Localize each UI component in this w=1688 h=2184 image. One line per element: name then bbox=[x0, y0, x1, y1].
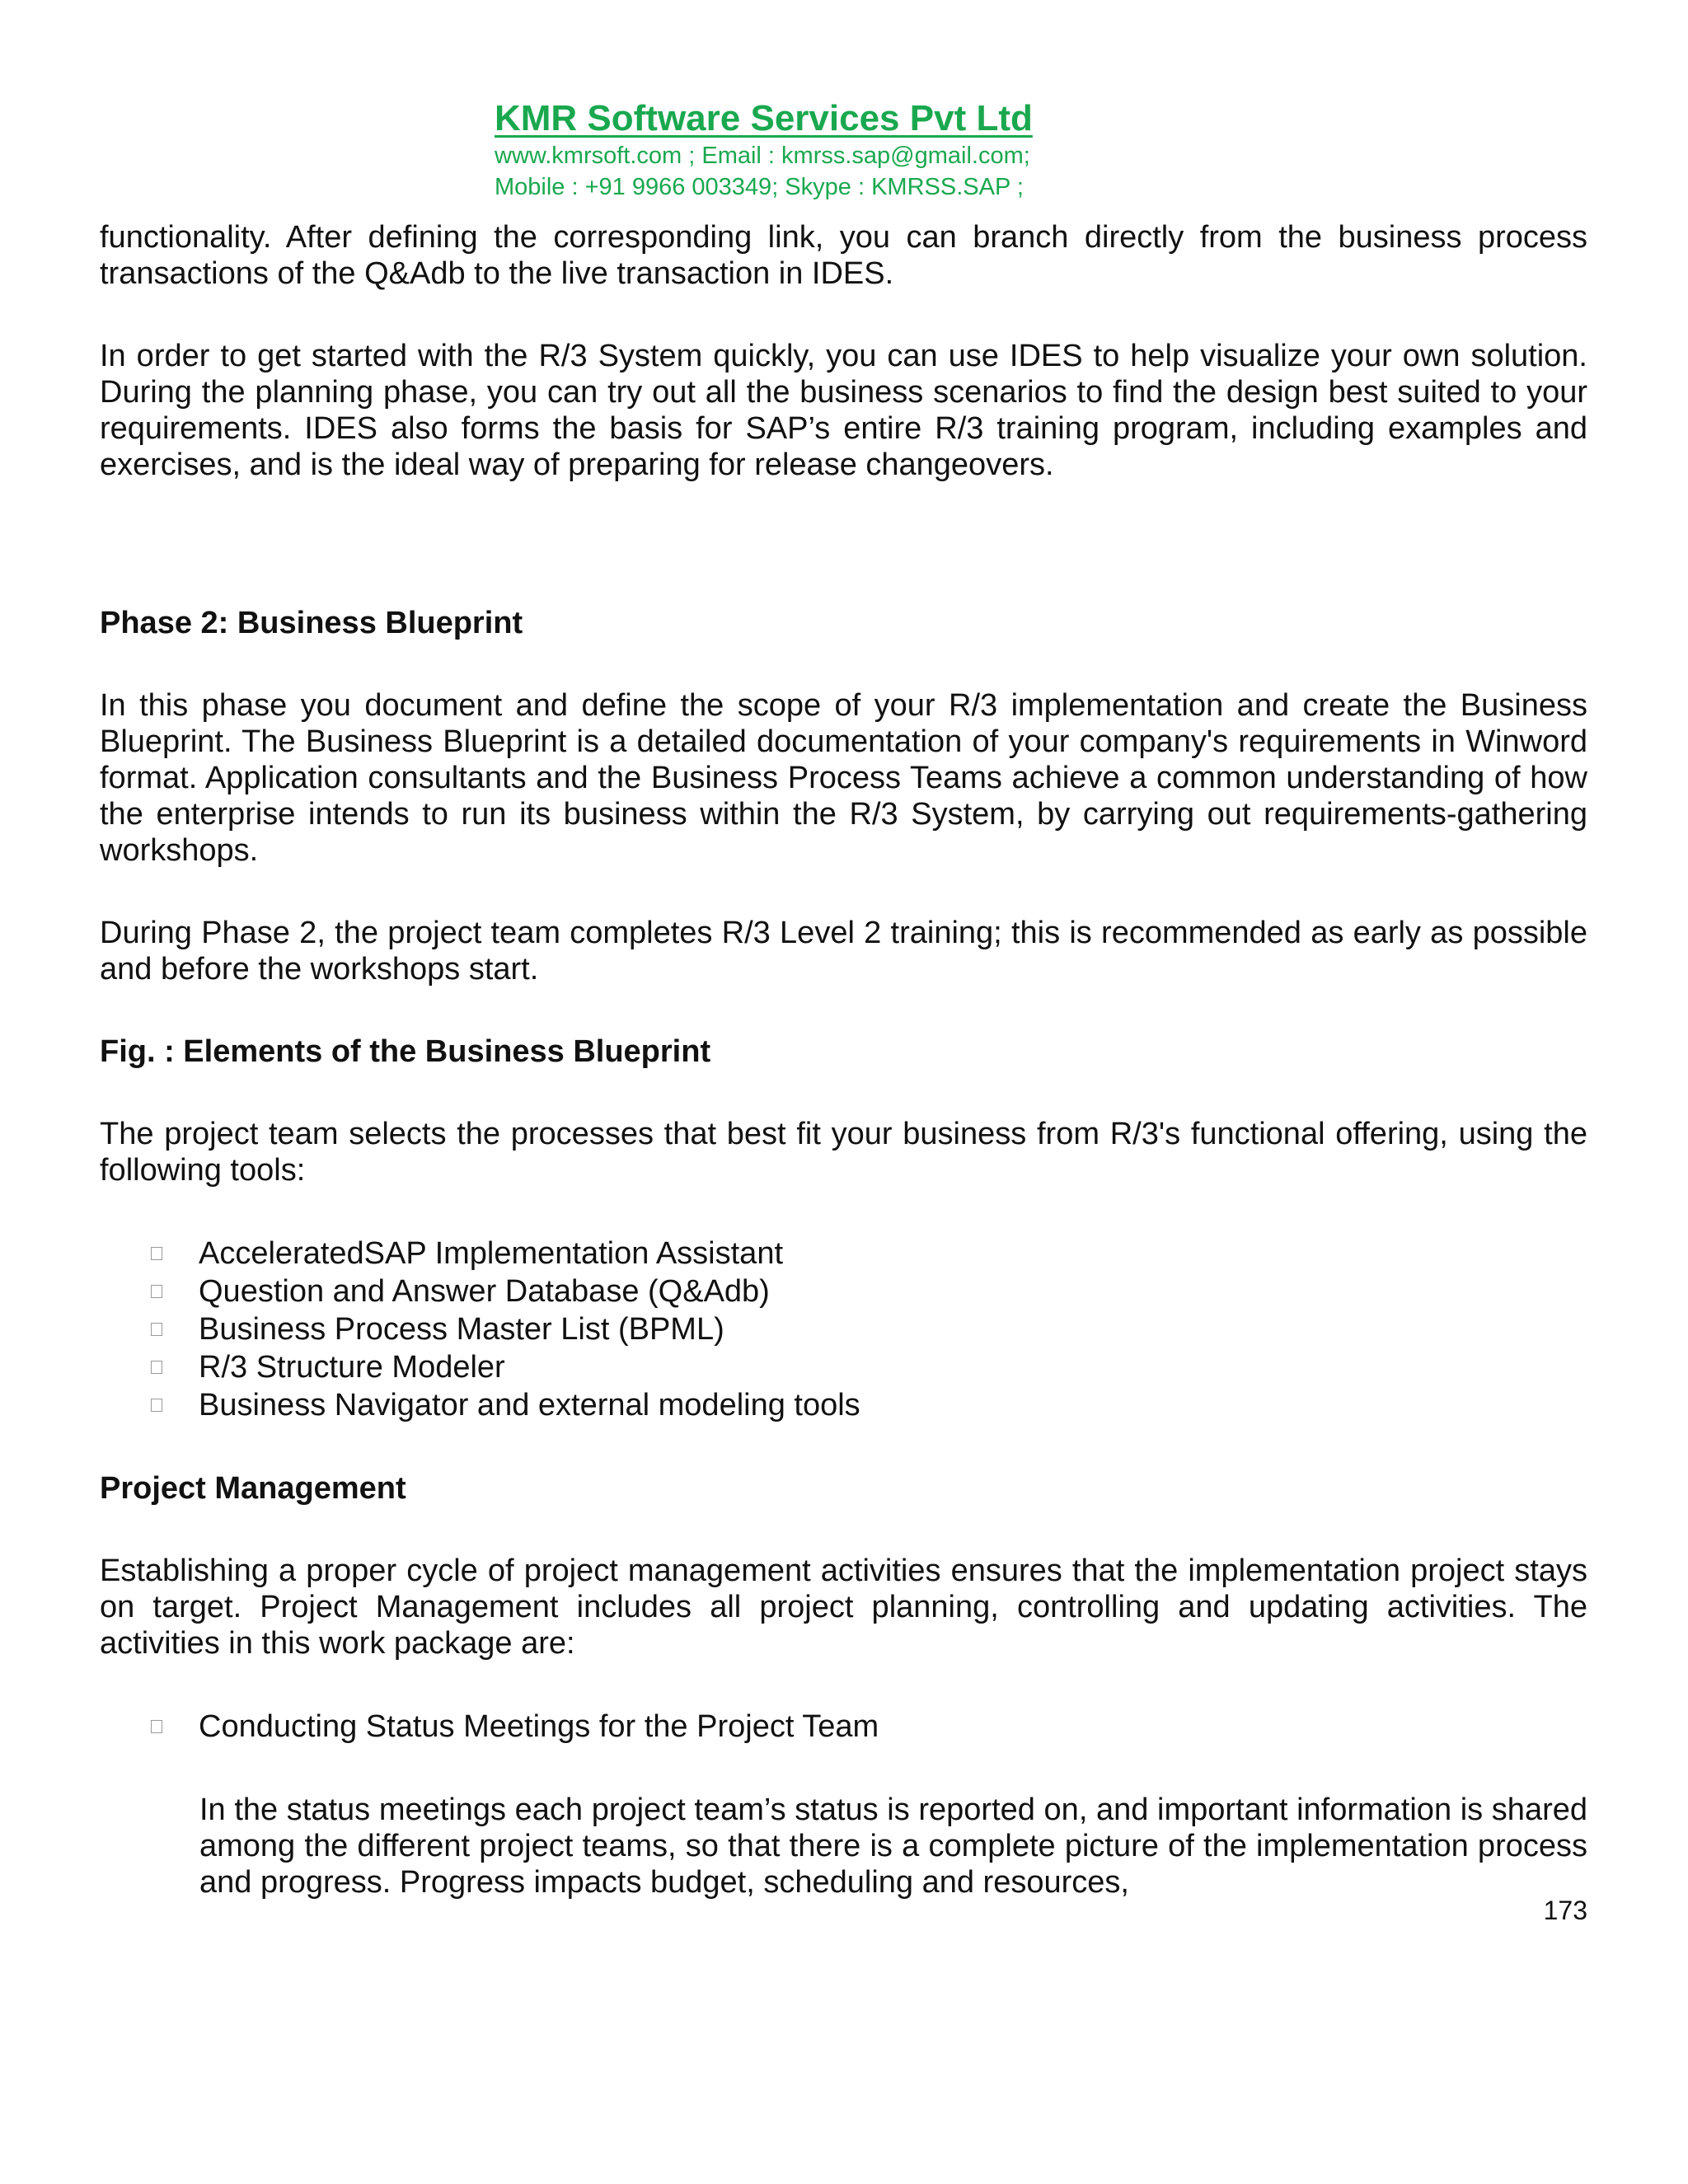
list-item-text: Business Navigator and external modeling tools bbox=[199, 1388, 860, 1422]
letterhead bbox=[495, 97, 1236, 203]
list-item bbox=[100, 1272, 1587, 1310]
list-item-text: Question and Answer Database (Q&Adb) bbox=[199, 1274, 770, 1309]
activities-list bbox=[100, 1708, 1587, 1746]
list-item bbox=[100, 1386, 1587, 1424]
list-item-text: Business Process Master List (BPML) bbox=[199, 1312, 724, 1347]
tools-list bbox=[100, 1235, 1587, 1424]
bullet-box-icon bbox=[151, 1399, 162, 1412]
paragraph-phase-2-intro: In this phase you document and define the scope of your R/3 implementation and create the Business Blueprint. The Business Blueprint is a detailed documentation of your company's requirements in Winword format. Application consultants and the Business Process Teams achieve a common understanding of how the enterprise intends to run its business within the R/3 System, by carrying out requirements-gathering workshops. bbox=[100, 688, 1587, 868]
email-link[interactable]: kmrss.sap@gmail.com bbox=[781, 143, 1024, 169]
bullet-box-icon bbox=[151, 1285, 162, 1298]
heading-project-management: Project Management bbox=[100, 1471, 406, 1506]
website-link[interactable]: www.kmrsoft.com bbox=[495, 143, 682, 169]
list-item bbox=[100, 1708, 1587, 1746]
list-item bbox=[100, 1310, 1587, 1348]
list-item bbox=[100, 1348, 1587, 1386]
page-number: 173 bbox=[1543, 1896, 1587, 1925]
heading-phase-2: Phase 2: Business Blueprint bbox=[100, 606, 523, 640]
contact-separator: ; Email : bbox=[682, 143, 782, 169]
paragraph-project-management: Establishing a proper cycle of project management activities ensures that the implementation project stays on target. Project Management includes all project planning, controlling and updating activities. The activities in this work package are: bbox=[100, 1554, 1587, 1661]
bullet-box-icon bbox=[151, 1720, 162, 1733]
list-item-text: AcceleratedSAP Implementation Assistant bbox=[199, 1236, 784, 1271]
bullet-box-icon bbox=[151, 1323, 162, 1336]
contact-line-phone-skype: Mobile : +91 9966 003349; Skype : KMRSS.SAP ; bbox=[495, 174, 1024, 200]
company-name: KMR Software Services Pvt Ltd bbox=[495, 98, 1033, 138]
paragraph-status-meetings: In the status meetings each project team’s status is reported on, and important information is shared among the different project teams, so that there is a complete picture of the implementation process and progress. Progress impacts budget, scheduling and resources, bbox=[199, 1793, 1587, 1900]
list-item-text: R/3 Structure Modeler bbox=[199, 1350, 505, 1385]
paragraph-ides-usage: In order to get started with the R/3 System quickly, you can use IDES to help visualize your own solution. During the planning phase, you can try out all the business scenarios to find the design best suited to your requirements. IDES also forms the basis for SAP’s entire R/3 training program, including examples and exercises, and is the ideal way of preparing for release changeovers. bbox=[100, 339, 1587, 482]
paragraph-ides-link: functionality. After defining the corresponding link, you can branch directly from the business process transactions of the Q&Adb to the live transaction in IDES. bbox=[100, 220, 1587, 291]
bullet-box-icon bbox=[151, 1361, 162, 1374]
list-item bbox=[100, 1235, 1587, 1272]
paragraph-phase-2-training: During Phase 2, the project team completes R/3 Level 2 training; this is recommended as early as possible and before the workshops start. bbox=[100, 916, 1587, 987]
heading-figure-elements: Fig. : Elements of the Business Blueprint bbox=[100, 1034, 711, 1069]
contact-line-web-email bbox=[495, 140, 1236, 171]
paragraph-tools-intro: The project team selects the processes that best fit your business from R/3's functional offering, using the following tools: bbox=[100, 1117, 1587, 1188]
bullet-box-icon bbox=[151, 1247, 162, 1260]
page-body bbox=[100, 219, 1587, 1900]
list-item-text: Conducting Status Meetings for the Project Team bbox=[199, 1709, 879, 1744]
contact-end: ; bbox=[1023, 143, 1030, 169]
